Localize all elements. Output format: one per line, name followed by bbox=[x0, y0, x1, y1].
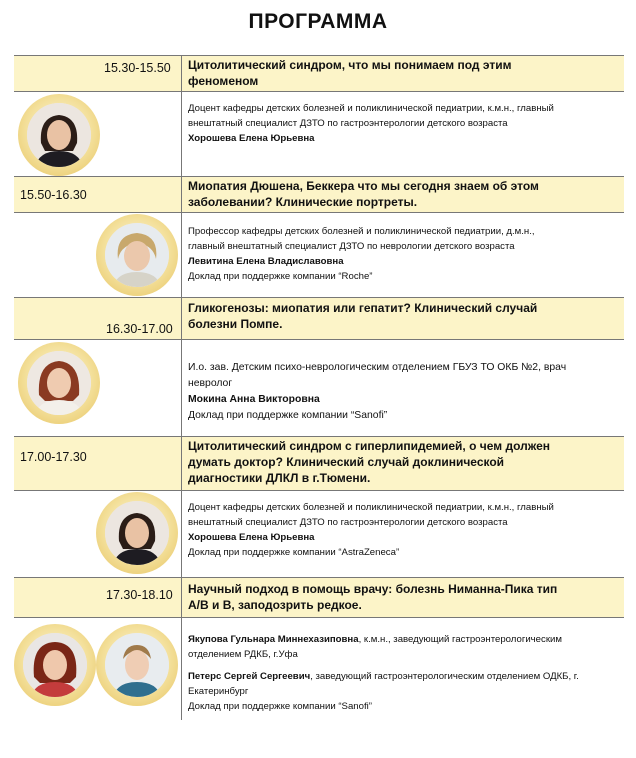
column-divider bbox=[181, 297, 182, 339]
speaker-name: Хорошева Елена Юрьевна bbox=[188, 133, 315, 144]
sponsor-note: Доклад при поддержке компании “Sanofi” bbox=[188, 410, 388, 421]
topic-line: заболевании? Клинические портреты. bbox=[188, 195, 418, 209]
divider bbox=[14, 577, 624, 578]
divider bbox=[14, 176, 624, 177]
speaker-line: невролог bbox=[188, 378, 233, 389]
speaker-name: Левитина Елена Владиславовна bbox=[188, 256, 344, 267]
speaker-line: отделением РДКБ, г.Уфа bbox=[188, 649, 298, 660]
page-title: ПРОГРАММА bbox=[248, 10, 388, 33]
speaker-line: внештатный специалист ДЗТО по гастроэнтерологии детского возраста bbox=[188, 118, 508, 129]
speaker-info bbox=[188, 500, 616, 560]
session-topic bbox=[188, 178, 613, 210]
topic-line: болезни Помпе. bbox=[188, 317, 283, 331]
speaker-name: Петерс Сергей Сергеевич bbox=[188, 671, 311, 682]
session-time: 15.50-16.30 bbox=[20, 188, 87, 202]
column-divider bbox=[181, 91, 182, 176]
speaker-line: Доцент кафедры детских болезней и поликлинической педиатрии, к.м.н., главный bbox=[188, 502, 554, 513]
speaker-line: И.о. зав. Детским психо-неврологическим отделением ГБУЗ ТО ОКБ №2, врач bbox=[188, 362, 567, 373]
speaker-photo bbox=[18, 94, 100, 176]
speaker-info bbox=[188, 101, 616, 146]
divider bbox=[14, 297, 624, 298]
session-topic bbox=[188, 300, 613, 332]
speaker-photo bbox=[96, 492, 178, 574]
speaker-photo bbox=[96, 214, 178, 296]
session-time: 17.00-17.30 bbox=[20, 450, 87, 464]
speaker-photo bbox=[14, 624, 96, 706]
column-divider bbox=[181, 577, 182, 617]
sponsor-note: Доклад при поддержке компании “AstraZeneca” bbox=[188, 547, 400, 558]
speaker-line: , к.м.н., заведующий гастроэнтерологическим bbox=[358, 634, 562, 645]
speaker-info bbox=[188, 360, 616, 424]
column-divider bbox=[181, 436, 182, 490]
topic-line: Цитолитический синдром с гиперлипидемией, о чем должен bbox=[188, 439, 550, 453]
divider bbox=[14, 617, 624, 618]
session-topic bbox=[188, 581, 613, 613]
divider bbox=[14, 212, 624, 213]
speaker-line: Екатеринбург bbox=[188, 686, 249, 697]
session-time: 16.30-17.00 bbox=[106, 322, 173, 336]
topic-line: Цитолитический синдром, что мы понимаем под этим bbox=[188, 58, 512, 72]
topic-line: диагностики ДЛКЛ в г.Тюмени. bbox=[188, 471, 371, 485]
column-divider bbox=[181, 212, 182, 297]
speaker-info bbox=[188, 224, 616, 284]
speaker-photo bbox=[18, 342, 100, 424]
speaker-line: главный внештатный специалист ДЗТО по неврологии детского возраста bbox=[188, 241, 515, 252]
speaker-photo bbox=[96, 624, 178, 706]
topic-line: А/В и В, заподозрить редкое. bbox=[188, 598, 362, 612]
speaker-line: , заведующий гастроэнтерологическим отделением ОДКБ, г. bbox=[310, 671, 579, 682]
divider bbox=[14, 490, 624, 491]
divider bbox=[14, 436, 624, 437]
speaker-info bbox=[188, 632, 616, 714]
topic-line: Гликогенозы: миопатия или гепатит? Клинический случай bbox=[188, 301, 538, 315]
topic-line: думать доктор? Клинический случай доклинической bbox=[188, 455, 505, 469]
sponsor-note: Доклад при поддержке компании “Roche” bbox=[188, 271, 373, 282]
session-topic bbox=[188, 438, 613, 486]
topic-line: Научный подход в помощь врачу: болезнь Ниманна-Пика тип bbox=[188, 582, 558, 596]
sponsor-note: Доклад при поддержке компании “Sanofi” bbox=[188, 701, 372, 712]
column-divider bbox=[181, 617, 182, 720]
topic-line: Миопатия Дюшена, Беккера что мы сегодня знаем об этом bbox=[188, 179, 539, 193]
session-time: 15.30-15.50 bbox=[104, 61, 171, 75]
topic-line: феноменом bbox=[188, 74, 259, 88]
speaker-name: Хорошева Елена Юрьевна bbox=[188, 532, 315, 543]
session-time: 17.30-18.10 bbox=[106, 588, 173, 602]
column-divider bbox=[181, 176, 182, 212]
divider bbox=[14, 339, 624, 340]
column-divider bbox=[181, 55, 182, 91]
column-divider bbox=[181, 339, 182, 436]
speaker-name: Якупова Гульнара Миннехазиповна bbox=[188, 634, 359, 645]
divider bbox=[14, 55, 624, 56]
speaker-line: Профессор кафедры детских болезней и поликлинической педиатрии, д.м.н., bbox=[188, 226, 535, 237]
divider bbox=[14, 91, 624, 92]
speaker-line: Доцент кафедры детских болезней и поликлинической педиатрии, к.м.н., главный bbox=[188, 103, 554, 114]
speaker-name: Мокина Анна Викторовна bbox=[188, 394, 320, 405]
speaker-line: внештатный специалист ДЗТО по гастроэнтерологии детского возраста bbox=[188, 517, 508, 528]
session-topic bbox=[188, 57, 613, 89]
column-divider bbox=[181, 490, 182, 577]
